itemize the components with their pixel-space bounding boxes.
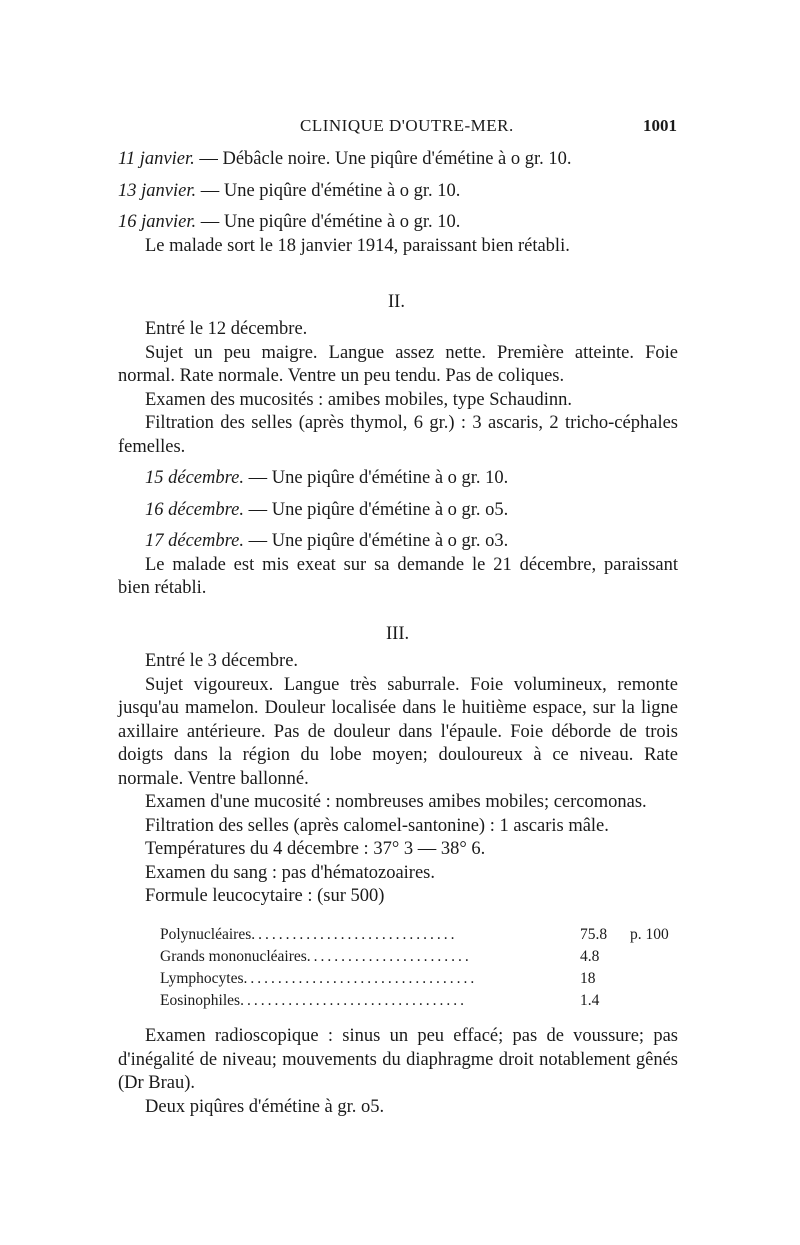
- case-2-entry: [118, 499, 678, 523]
- case-3-number: III.: [386, 624, 410, 644]
- leucocyte-label: Eosinophiles: [160, 992, 241, 1009]
- case-3-admission: Entré le 3 décembre.: [145, 651, 299, 671]
- case-1-block: [118, 148, 678, 258]
- case-3-radio: Examen radioscopique : sinus un peu effacé; pas de voussure; pas d'inégalité de niveau; mouvements du diaphragme droit notablement gênés (Dr Brau).: [118, 1026, 678, 1093]
- case-2-exam: Sujet un peu maigre. Langue assez nette. Première atteinte. Foie normal. Rate normale. Ventre un peu tendu. Pas de coliques.: [118, 342, 678, 386]
- case-1-entry: [118, 211, 678, 235]
- case-3-mucus: Examen d'une mucosité : nombreuses amibes mobiles; cercomonas.: [145, 792, 647, 812]
- table-row: Polynucléaires.............................. 75.8 p. 100: [160, 924, 680, 946]
- case-3-block: [118, 650, 678, 909]
- case-3-blood: Examen du sang : pas d'hématozoaires.: [145, 862, 435, 883]
- page-number: 1001: [643, 116, 677, 135]
- leucocyte-unit: [630, 990, 680, 1012]
- table-row: Grands mononucléaires........................ 4.8: [160, 946, 680, 968]
- entry-date: 11 janvier.: [118, 149, 195, 169]
- case-3-treatment: Deux piqûres d'émétine à gr. o5.: [145, 1096, 385, 1117]
- leucocyte-unit: [630, 968, 680, 990]
- leucocyte-table: [160, 924, 680, 1012]
- leucocyte-label: Grands mononucléaires: [160, 948, 307, 965]
- leucocyte-unit: [630, 946, 680, 968]
- entry-date: 13 janvier.: [118, 180, 197, 201]
- case-3-temperatures: Températures du 4 décembre : 37° 3 — 38° 6.: [145, 839, 486, 859]
- page-header: [145, 116, 677, 140]
- case-3-filtration: Filtration des selles (après calomel-santonine) : 1 ascaris mâle.: [145, 815, 609, 836]
- leucocyte-label: Lymphocytes: [160, 970, 244, 987]
- entry-date: 16 décembre.: [145, 499, 244, 520]
- entry-date: 17 décembre.: [145, 531, 244, 551]
- case-2-number: II.: [388, 292, 405, 312]
- case-1-discharge: Le malade sort le 18 janvier 1914, paraissant bien rétabli.: [145, 235, 570, 256]
- table-row: Lymphocytes.................................. 18: [160, 968, 680, 990]
- entry-date: 16 janvier.: [118, 212, 197, 232]
- case-2-mucus: Examen des mucosités : amibes mobiles, type Schaudinn.: [145, 389, 572, 410]
- entry-text: — Une piqûre d'émétine à o gr. 10.: [196, 180, 461, 201]
- table-row: Eosinophiles................................. 1.4: [160, 990, 680, 1012]
- case-2-discharge: Le malade est mis exeat sur sa demande le 21 décembre, paraissant bien rétabli.: [118, 554, 678, 598]
- leucocyte-value: 18: [580, 970, 596, 987]
- case-2-admission: Entré le 12 décembre.: [145, 319, 308, 339]
- entry-text: — Débâcle noire. Une piqûre d'émétine à o gr. 10.: [194, 149, 572, 169]
- leucocyte-value: 4.8: [580, 948, 600, 965]
- case-3-conclusion: [118, 1025, 678, 1119]
- leucocyte-value: 1.4: [580, 992, 600, 1009]
- leucocyte-label: Polynucléaires: [160, 926, 252, 943]
- entry-date: 15 décembre.: [145, 468, 244, 488]
- leucocyte-value: 75.8: [580, 926, 608, 943]
- case-2-block: [118, 318, 678, 601]
- case-2-filtration: Filtration des selles (après thymol, 6 gr.) : 3 ascaris, 2 tricho-céphales femelles.: [118, 413, 678, 457]
- entry-text: — Une piqûre d'émétine à o gr. 10.: [243, 468, 509, 488]
- case-3-formula-title: Formule leucocytaire : (sur 500): [145, 886, 385, 906]
- case-2-entry: [118, 530, 678, 554]
- case-1-entry: [118, 180, 678, 204]
- case-2-entry: [118, 467, 678, 491]
- running-title: CLINIQUE D'OUTRE-MER.: [300, 116, 514, 135]
- entry-text: — Une piqûre d'émétine à o gr. o5.: [243, 499, 509, 520]
- entry-text: — Une piqûre d'émétine à o gr. 10.: [196, 212, 461, 232]
- case-3-exam: Sujet vigoureux. Langue très saburrale. Foie volumineux, remonte jusqu'au mamelon. Douleur localisée dans le huitième espace, sur la ligne axillaire antérieure. Pas de douleur dans l'épaule. Foie déborde de trois doigts dans la région du lobe moyen; douloureux à ce niveau. Rate normale. Ventre ballonné.: [118, 674, 678, 789]
- leucocyte-unit: p. 100: [630, 926, 669, 943]
- case-1-entry: [118, 148, 678, 172]
- entry-text: — Une piqûre d'émétine à o gr. o3.: [243, 531, 509, 551]
